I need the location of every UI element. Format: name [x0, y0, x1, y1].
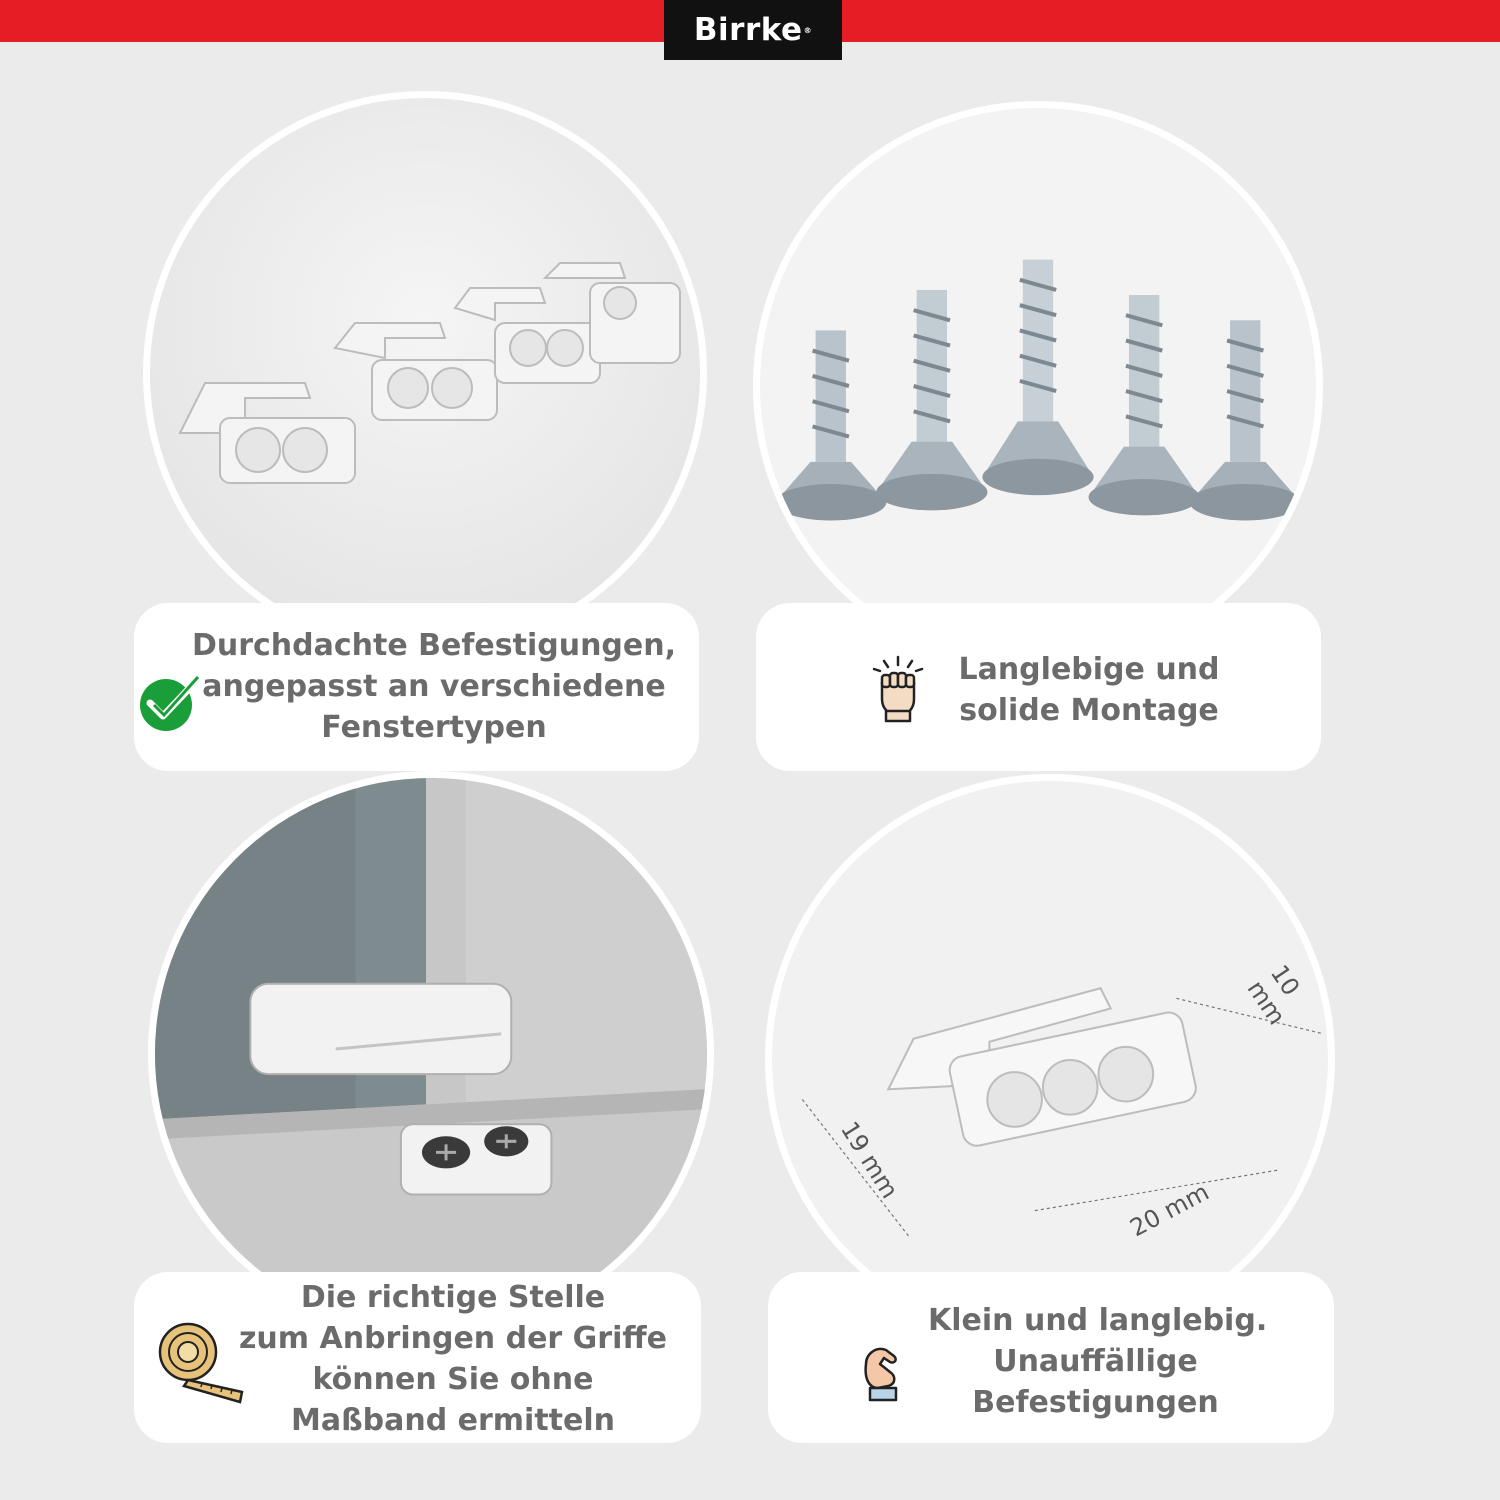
window-lock-image — [148, 771, 714, 1337]
text-line: Die richtige Stelle — [300, 1280, 606, 1315]
text-line: angepasst an verschiedene — [202, 669, 666, 704]
text-line: Durchdachte Befestigungen, — [191, 628, 677, 663]
raised-fist-icon — [868, 655, 928, 723]
text-line: können Sie ohne — [312, 1362, 594, 1397]
text-line: Langlebige und — [958, 652, 1220, 687]
text-line: Fenstertypen — [321, 710, 547, 745]
text-line: solide Montage — [959, 693, 1219, 728]
durable-mounting-text — [934, 649, 1244, 731]
dimension-label-10mm: 10 mm — [1241, 959, 1306, 1030]
clips-strip-image — [143, 91, 707, 655]
text-line: Unauffällige — [993, 1344, 1198, 1379]
placement-text — [218, 1277, 688, 1441]
brand-name: Birrke — [693, 12, 803, 48]
text-line: Befestigungen — [972, 1385, 1219, 1420]
screws-image — [753, 101, 1323, 671]
feature-card-small-durable — [768, 1272, 1334, 1443]
dimension-label-19mm: 19 mm — [835, 1116, 904, 1204]
text-line: Klein und langlebig. — [928, 1303, 1268, 1338]
feature-card-fastenings — [134, 603, 699, 771]
registered-mark: ® — [803, 25, 813, 35]
text-line: zum Anbringen der Griffe — [238, 1321, 668, 1356]
feature-card-placement — [134, 1272, 701, 1443]
brand-logo — [664, 0, 842, 60]
small-durable-text — [928, 1300, 1268, 1423]
feature-card-durable-mounting — [756, 603, 1321, 771]
pinching-hand-icon — [856, 1342, 908, 1404]
dimension-label-20mm: 20 mm — [1125, 1177, 1214, 1243]
fastenings-text — [164, 625, 704, 748]
clip-dimensions-image — [765, 774, 1335, 1344]
text-line: Maßband ermitteln — [290, 1403, 616, 1438]
